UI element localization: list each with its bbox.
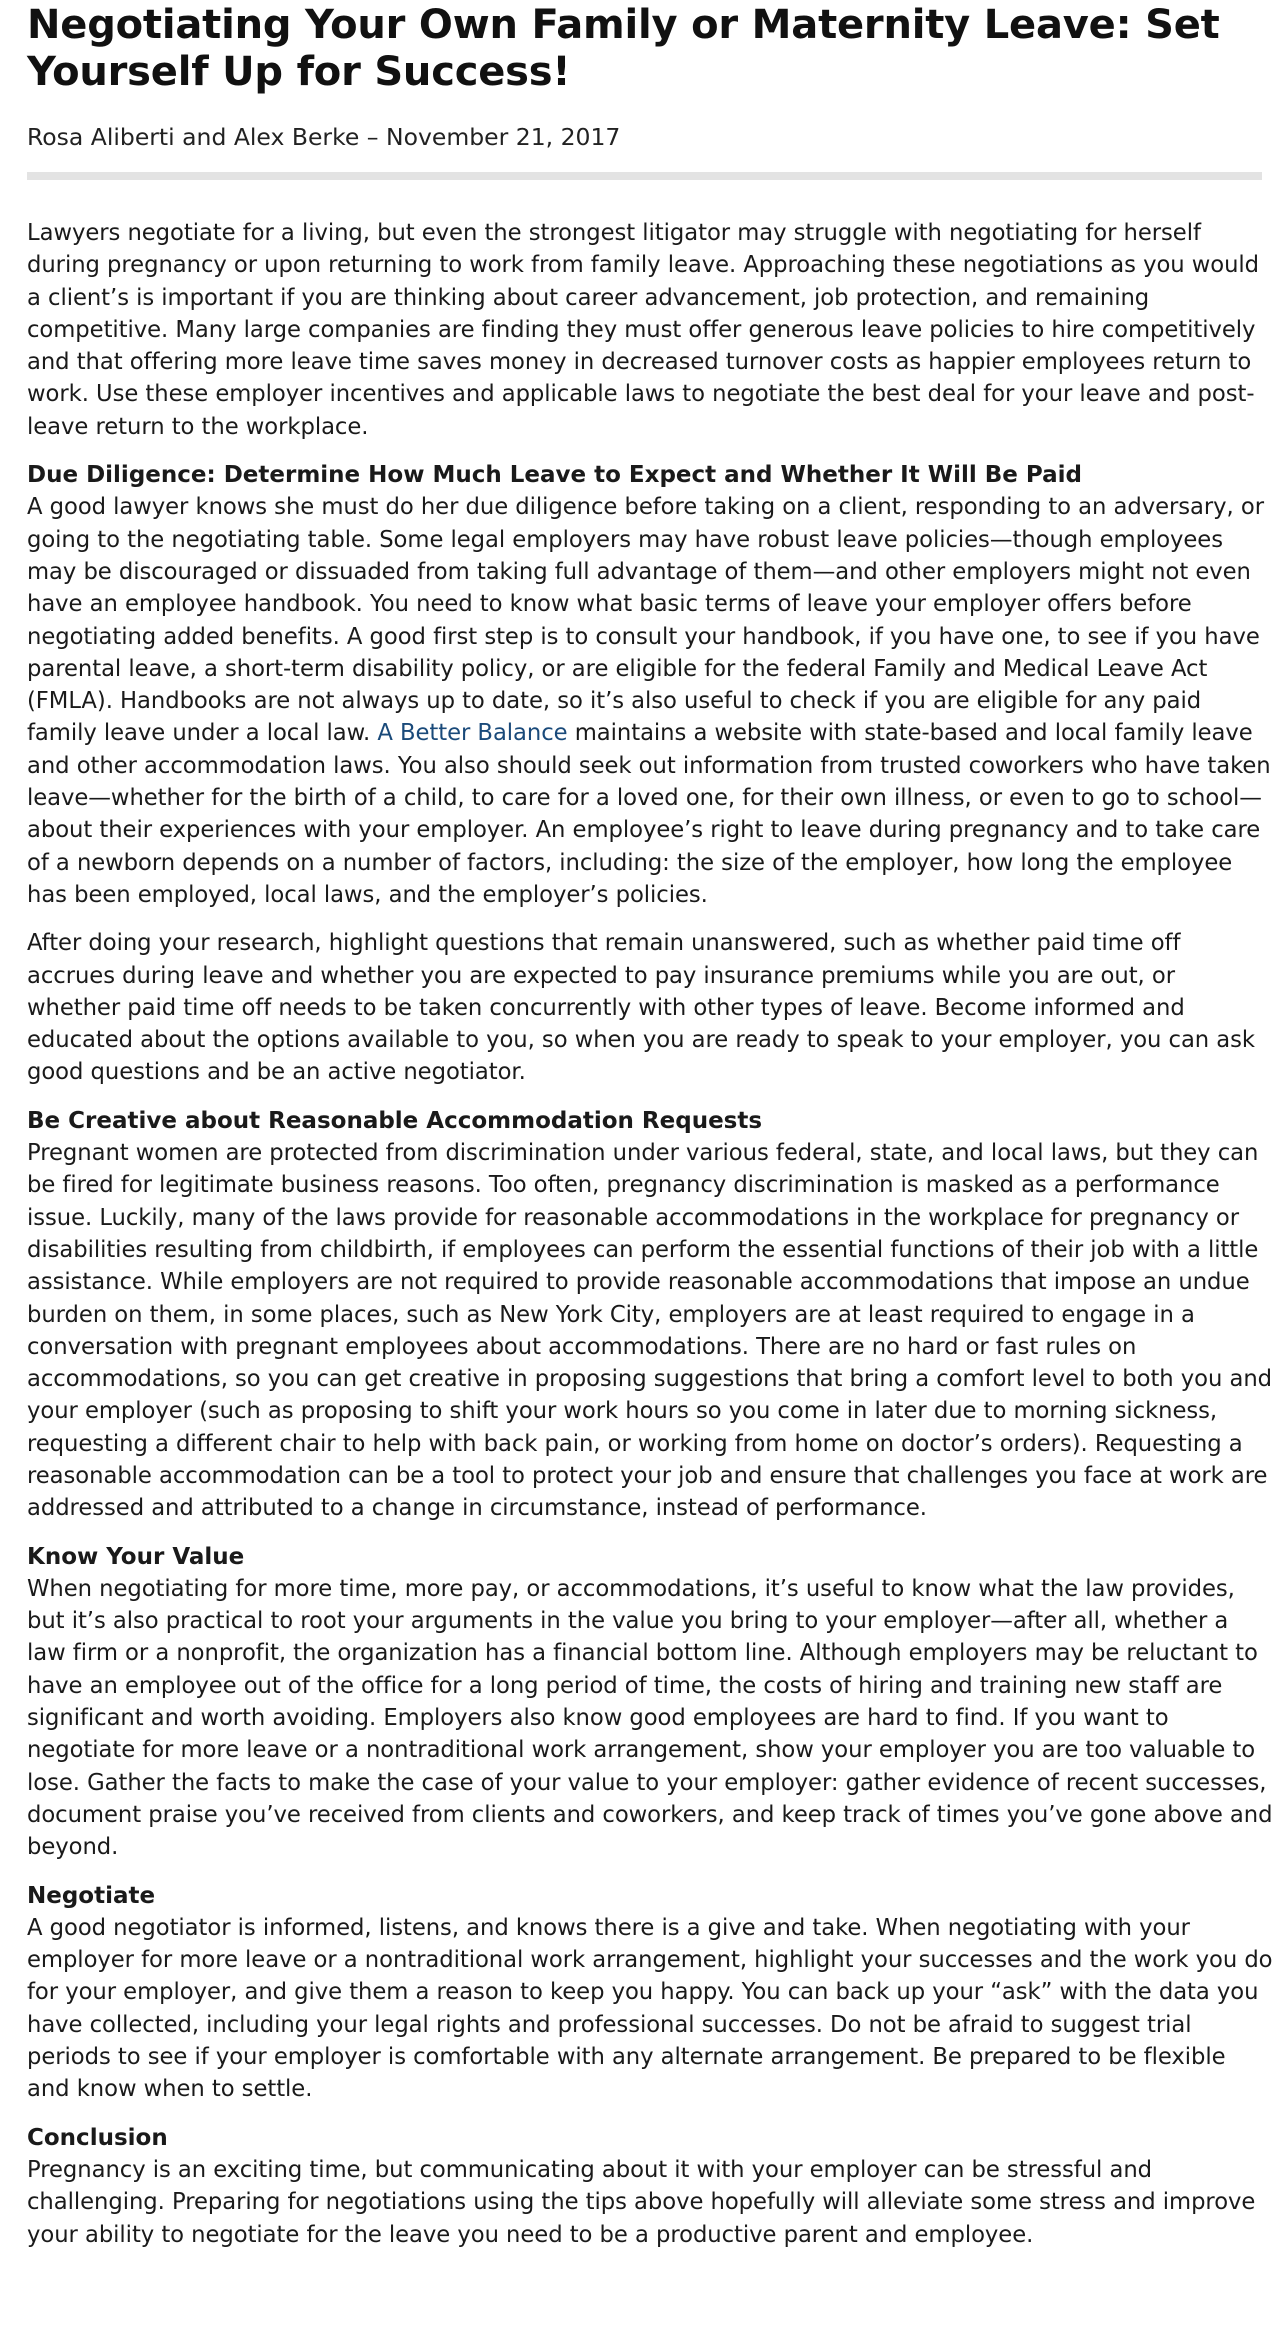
a-better-balance-link[interactable]: A Better Balance [377, 720, 568, 747]
section-heading: Negotiate [27, 1882, 156, 1909]
paragraph-text: A good lawyer knows she must do her due diligence before taking on a client, responding to an adversary, or going to the negotiating table. Some legal employers may have robust leave policies—though employees may be discouraged or dissuaded from taking full advantage of them—and other employers might not even have an employee handbook. You need to know what basic terms of leave your employer offers before negotiating added benefits. A good first step is to consult your handbook, if you have one, to see if you have parental leave, a short-term disability policy, or are eligible for the federal Family and Medical Leave Act (FMLA). Handbooks are not always up to date, so it’s also useful to check if you are eligible for any paid family leave under a local law. [27, 494, 1264, 747]
section-paragraph: After doing your research, highlight questions that remain unanswered, such as whether paid time off accrues during leave and whether you are expected to pay insurance premiums while you are out, or whether paid time off needs to be taken concurrently with other types of leave. Become informed and educated about the options available to you, so when you are ready to speak to your employer, you can ask good questions and be an active negotiator. [27, 930, 1255, 1086]
section-heading: Due Diligence: Determine How Much Leave to Expect and Whether It Will Be Paid [27, 462, 1083, 489]
section-due-diligence [27, 459, 1274, 1089]
section-paragraph: A good negotiator is informed, listens, and knows there is a give and take. When negotiating with your employer for more leave or a nontraditional work arrangement, highlight your successes and the work you do for your employer, and give them a reason to keep you happy. You can back up your “ask” with the data you have collected, including your legal rights and professional successes. Do not be afraid to suggest trial periods to see if your employer is comfortable with any alternate arrangement. Be prepared to be flexible and know when to settle. [27, 1914, 1273, 2103]
section-know-your-value [27, 1541, 1274, 1864]
article-byline: Rosa Aliberti and Alex Berke – November 21, 2017 [27, 123, 621, 151]
section-negotiate [27, 1880, 1274, 2106]
article [27, 0, 1274, 2251]
article-title: Negotiating Your Own Family or Maternity Leave: Set Yourself Up for Success! [27, 2, 1220, 95]
section-heading: Be Creative about Reasonable Accommodation Requests [27, 1107, 763, 1134]
section-paragraph: Pregnancy is an exciting time, but communicating about it with your employer can be stressful and challenging. Preparing for negotiations using the tips above hopefully will alleviate some stress and improve your ability to negotiate for the leave you need to be a productive parent and employee. [27, 2156, 1256, 2248]
header-divider [27, 172, 1262, 180]
section-conclusion [27, 2122, 1274, 2251]
section-paragraph: When negotiating for more time, more pay, or accommodations, it’s useful to know what the law provides, but it’s also practical to root your arguments in the value you bring to your employer—after all, whether a law firm or a nonprofit, the organization has a financial bottom line. Although employers may be reluctant to have an employee out of the office for a long period of time, the costs of hiring and training new staff are significant and worth avoiding. Employers also know good employees are hard to find. If you want to negotiate for more leave or a nontraditional work arrangement, show your employer you are too valuable to lose. Gather the facts to make the case of your value to your employer: gather evidence of recent successes, document praise you’ve received from clients and coworkers, and keep track of times you’ve gone above and beyond. [27, 1575, 1273, 1861]
section-reasonable-accommodation [27, 1105, 1274, 1525]
paragraph-text: maintains a website with state-based and local family leave and other accommodation laws. You also should seek out information from trusted coworkers who have taken leave—whether for the birth of a child, to care for a loved one, for their own illness, or even to go to school—about their experiences with your employer. An employee’s right to leave during pregnancy and to take care of a newborn depends on a number of factors, including: the size of the employer, how long the employee has been employed, local laws, and the employer’s policies. [27, 720, 1271, 908]
section-paragraph: Pregnant women are protected from discrimination under various federal, state, and local laws, but they can be fired for legitimate business reasons. Too often, pregnancy discrimination is masked as a performance issue. Luckily, many of the laws provide for reasonable accommodations in the workplace for pregnancy or disabilities resulting from childbirth, if employees can perform the essential functions of their job with a little assistance. While employers are not required to provide reasonable accommodations that impose an undue burden on them, in some places, such as New York City, employers are at least required to engage in a conversation with pregnant employees about accommodations. There are no hard or fast rules on accommodations, so you can get creative in proposing suggestions that bring a comfort level to both you and your employer (such as proposing to shift your work hours so you come in later due to morning sickness, requesting a different chair to help with back pain, or working from home on doctor’s orders). Requesting a reasonable accommodation can be a tool to protect your job and ensure that challenges you face at work are addressed and attributed to a change in circumstance, instead of performance. [27, 1140, 1273, 1522]
intro-paragraph: Lawyers negotiate for a living, but even the strongest litigator may struggle with negotiating for herself during pregnancy or upon returning to work from family leave. Approaching these negotiations as you would a client’s is important if you are thinking about career advancement, job protection, and remaining competitive. Many large companies are finding they must offer generous leave policies to hire competitively and that offering more leave time saves money in decreased turnover costs as happier employees return to work. Use these employer incentives and applicable laws to negotiate the best deal for your leave and post-leave return to the workplace. [27, 220, 1260, 440]
section-heading: Know Your Value [27, 1543, 245, 1570]
section-paragraph [27, 491, 1274, 911]
section-heading: Conclusion [27, 2124, 168, 2151]
